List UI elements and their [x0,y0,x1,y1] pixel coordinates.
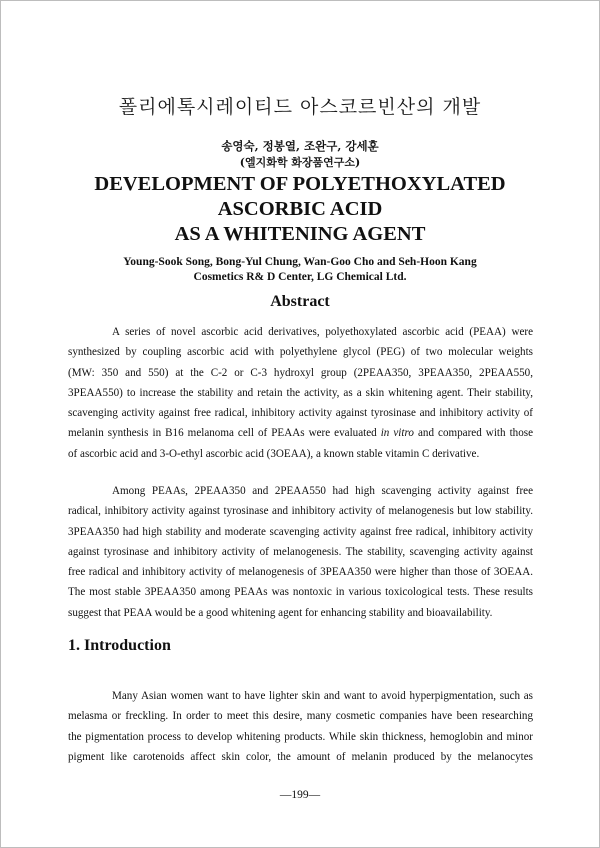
paper-title [0,172,600,247]
text-line: 3PEAA550) to increase the stability and retain the activity, as a skin whitening agent. Their stability, [68,386,533,399]
title-line-1: DEVELOPMENT OF POLYETHOXYLATED [94,173,506,195]
text-line: 3PEAA350 had high stability and moderate scavenging activity against free radical, inhibitory activity [68,525,533,538]
text-line: synthesized by coupling ascorbic acid with polyethylene glycol (PEG) of two molecular weights [68,346,533,359]
abstract-paragraph-2 [68,481,533,623]
text-line: free radical and inhibitory activity of melanogenesis of 3PEAA350 were higher than those of 3OEAA. [68,566,533,579]
title-line-3: AS A WHITENING AGENT [174,223,426,245]
text-line: the pigmentation process to develop whitening products. While skin thickness, hemoglobin and minor [68,730,533,743]
text-line: melasma or freckling. In order to meet this desire, many cosmetic companies have been researching [68,710,533,723]
italic-term: in vitro [380,427,414,440]
text-line: radical, inhibitory activity against tyrosinase and inhibitory activity of melanogenesis but low stability. [68,505,533,518]
text-line: A series of novel ascorbic acid derivatives, polyethoxylated ascorbic acid (PEAA) were [112,326,533,338]
title-line-2: ASCORBIC ACID [217,198,383,220]
korean-title: 폴리에톡시레이티드 아스코르빈산의 개발 [118,96,482,118]
text-line: The most stable 3PEAA350 among PEAAs was nontoxic in various toxicological tests. These results [68,586,533,599]
author-affiliation: Cosmetics R& D Center, LG Chemical Ltd. [193,271,407,283]
abstract-paragraph-1 [68,322,533,464]
text-line: (MW: 350 and 550) at the C-2 or C-3 hydroxyl group (2PEAA350, 3PEAA350, 2PEAA550, [68,366,533,379]
text-line: against tyrosinase and inhibitory activity of melanogenesis. The stability, scavenging activity against [68,545,533,558]
author-names: Young-Sook Song, Bong-Yul Chung, Wan-Goo Cho and Seh-Hoon Kang [123,256,477,268]
korean-affiliation: (엘지화학 화장품연구소) [239,156,361,169]
introduction-paragraph-1 [68,686,533,767]
page-number: —199— [279,789,321,801]
text-line [68,423,533,443]
korean-authors: 송영숙, 정봉열, 조완구, 강세훈 [221,139,379,153]
text-line: Many Asian women want to have lighter skin and want to avoid hyperpigmentation, such as [112,690,533,702]
abstract-heading: Abstract [270,293,330,310]
text-fragment: melanin synthesis in B16 melanoma cell of PEAAs were evaluated [68,427,377,440]
text-line: scavenging activity against free radical, inhibitory activity against tyrosinase and inhibitory activity of [68,407,533,420]
text-line: pigment like carotenoids affect skin color, the amount of melanin produced by the melanocytes [68,750,533,763]
text-fragment: and compared with those [417,427,533,440]
author-block [0,255,600,285]
text-line: suggest that PEAA would be a good whitening agent for enhancing stability and bioavailability. [68,606,493,619]
text-line: Among PEAAs, 2PEAA350 and 2PEAA550 had high scavenging activity against free [112,485,533,497]
introduction-heading: 1. Introduction [68,637,171,654]
text-line: of ascorbic acid and 3-O-ethyl ascorbic acid (3OEAA), a known stable vitamin C derivative. [68,447,480,460]
